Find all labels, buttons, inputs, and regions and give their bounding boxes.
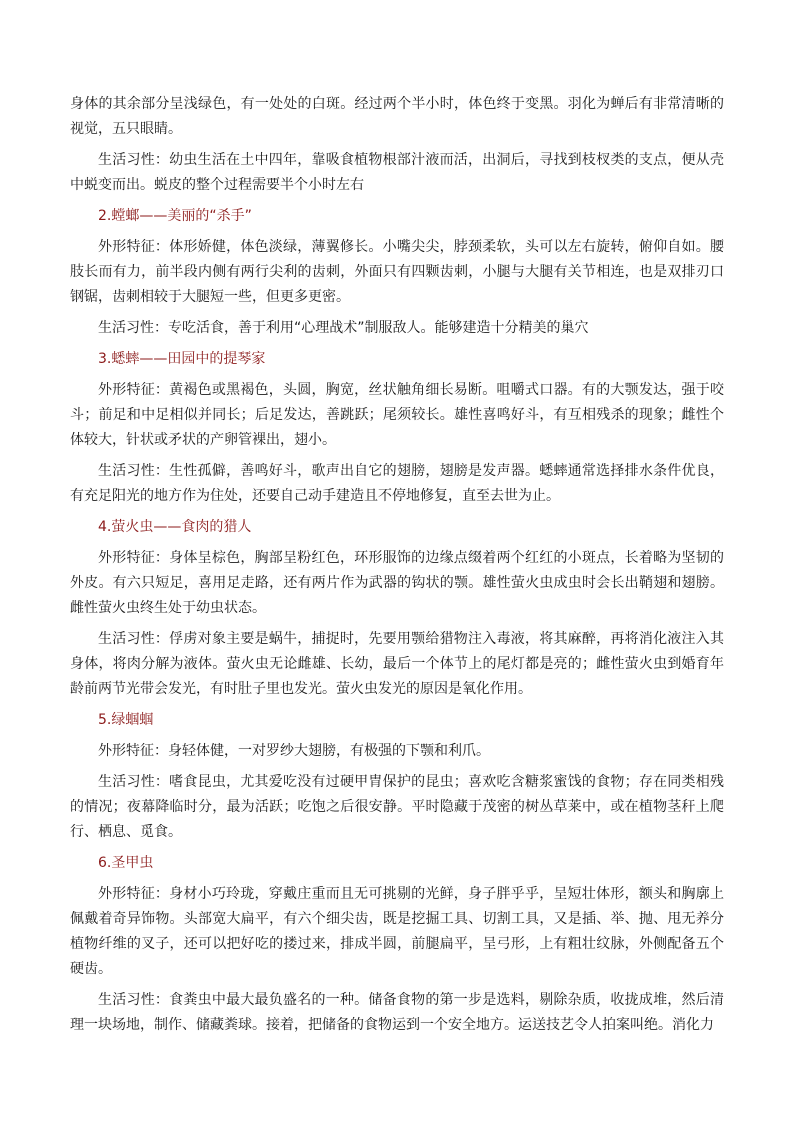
- paragraph: 外形特征：黄褐色或黑褐色，头圆，胸宽，丝状触角细长易断。咀嚼式口器。有的大颚发达，强于咬斗；前足和中足相似并同长；后足发达，善跳跃；尾须较长。雄性喜鸣好斗，有互相残杀的现象；雌性个体较大，针状或矛状的产卵管裸出，翅小。: [70, 382, 724, 448]
- section-heading: 2.螳螂——美丽的“杀手”: [98, 208, 252, 224]
- section-heading: 3.蟋蟀——田园中的提琴家: [98, 351, 266, 367]
- section-heading: 5.绿蝈蝈: [98, 712, 154, 728]
- paragraph: 生活习性：俘虏对象主要是蜗牛，捕捉时，先要用颚给猎物注入毒液，将其麻醉，再将消化液注入其身体，将肉分解为液体。萤火虫无论雌雄、长幼，最后一个体节上的尾灯都是亮的；雌性萤火虫到婚育年龄前两节光带会发光，有时肚子里也发光。萤火虫发光的原因是氧化作用。: [70, 631, 724, 697]
- paragraph: 身体的其余部分呈浅绿色，有一处处的白斑。经过两个半小时，体色终于变黑。羽化为蝉后有非常清晰的视觉，五只眼睛。: [70, 96, 724, 137]
- paragraph: 生活习性：专吃活食，善于利用“心理战术”制服敌人。能够建造十分精美的巢穴: [98, 320, 589, 336]
- paragraph: 外形特征：体形娇健，体色淡绿，薄翼修长。小嘴尖尖，脖颈柔软，头可以左右旋转，俯仰自如。腰肢长而有力，前半段内侧有两行尖利的齿刺，外面只有四颗齿刺，小腿与大腿有关节相连，也是双排刃口钢锯，齿刺相较于大腿短一些，但更多更密。: [70, 239, 724, 305]
- document-page: [70, 92, 724, 1044]
- section-heading: 4.萤火虫——食肉的猎人: [98, 519, 252, 535]
- paragraph: 生活习性：生性孤僻，善鸣好斗，歌声出自它的翅膀，翅膀是发声器。蟋蟀通常选择排水条件优良，有充足阳光的地方作为住处，还要自己动手建造且不停地修复，直至去世为止。: [70, 463, 724, 504]
- section-heading: 6.圣甲虫: [98, 855, 154, 871]
- paragraph: 外形特征：身体呈棕色，胸部呈粉红色，环形服饰的边缘点缀着两个红红的小斑点，长着略为坚韧的外皮。有六只短足，喜用足走路，还有两片作为武器的钩状的颚。雄性萤火虫成虫时会长出鞘翅和翅膀。雌性萤火虫终生处于幼虫状态。: [70, 550, 724, 616]
- paragraph: 生活习性：幼虫生活在土中四年，靠吸食植物根部汁液而活，出洞后，寻找到枝杈类的支点，便从壳中蜕变而出。蜕皮的整个过程需要半个小时左右: [70, 152, 724, 193]
- paragraph: 生活习性：嗜食昆虫，尤其爱吃没有过硬甲胄保护的昆虫；喜欢吃含糖浆蜜饯的食物；存在同类相残的情况；夜幕降临时分，最为活跃；吃饱之后很安静。平时隐藏于茂密的树丛草莱中，或在植物茎秆上爬行、栖息、觅食。: [70, 774, 724, 840]
- paragraph: 外形特征：身轻体健，一对罗纱大翅膀，有极强的下颚和利爪。: [98, 743, 490, 759]
- paragraph: 生活习性：食粪虫中最大最负盛名的一种。储备食物的第一步是选料，剔除杂质，收拢成堆，然后清理一块场地，制作、储藏粪球。接着，把储备的食物运到一个安全地方。运送技艺令人拍案叫绝。消化力: [70, 992, 724, 1033]
- paragraph: 外形特征：身材小巧玲珑，穿戴庄重而且无可挑剔的光鲜，身子胖乎乎，呈短壮体形，额头和胸廓上佩戴着奇异饰物。头部宽大扁平，有六个细尖齿，既是挖掘工具、切割工具，又是插、举、抛、甩无养分植物纤维的叉子，还可以把好吃的搂过来，排成半圆，前腿扁平，呈弓形，上有粗壮纹脉，外侧配备五个硬齿。: [70, 886, 724, 977]
